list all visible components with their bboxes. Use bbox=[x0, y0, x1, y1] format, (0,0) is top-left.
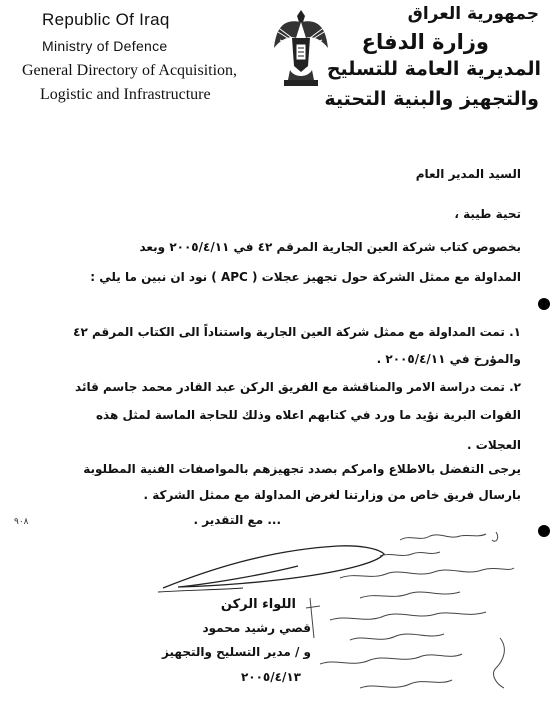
signature-date: ٢٠٠٥/٤/١٣ bbox=[240, 670, 301, 684]
letter-request-line1: يرجى التفضل بالاطلاع وامركم بصدد تجهيزهم بالمواصفات الفنية المطلوبة bbox=[83, 462, 521, 476]
letter-point2-line3: العجلات . bbox=[467, 438, 521, 452]
letter-intro-line1: بخصوص كتاب شركة العين الجارية المرقم ٤٢ في ٢٠٠٥/٤/١١ وبعد bbox=[139, 240, 521, 254]
signature-title: و / مدير التسليح والتجهيز bbox=[162, 645, 311, 659]
letter-point1-line2: والمؤرخ في ٢٠٠٥/٤/١١ . bbox=[376, 352, 521, 366]
header-directorate-ar-line2: والتجهيز والبنية التحتية bbox=[324, 88, 539, 110]
header-directorate-ar-line1: المديرية العامة للتسليح bbox=[326, 58, 541, 80]
header-ministry-en: Ministry of Defence bbox=[42, 38, 168, 54]
header-country-en: Republic Of Iraq bbox=[42, 10, 170, 29]
header-country-ar: جمهورية العراق bbox=[407, 4, 539, 24]
letter-intro-line2: المداولة مع ممثل الشركة حول تجهيز عجلات ( APC ) نود ان نبين ما يلي : bbox=[90, 270, 521, 284]
header-directorate-en-line1: General Directory of Acquisition, bbox=[22, 62, 238, 79]
letter-greeting: تحية طيبة ، bbox=[454, 207, 521, 221]
letter-salutation: السيد المدير العام bbox=[415, 167, 521, 181]
punch-hole-mark bbox=[538, 298, 550, 310]
header-ministry-ar: وزارة الدفاع bbox=[361, 30, 489, 54]
handwritten-annotation bbox=[300, 528, 545, 708]
letter-point2-line2: القوات البرية نؤيد ما ورد في كتابهم اعلاه وذلك للحاجة الماسة لمثل هذه bbox=[95, 408, 521, 422]
margin-number: ٩٠٨ bbox=[14, 516, 29, 526]
letter-request-line2: بارسال فريق خاص من وزارتنا لغرض المداولة مع ممثل الشركة . bbox=[143, 488, 521, 502]
signature-rank: اللواء الركن bbox=[220, 597, 296, 612]
eagle-emblem-icon bbox=[272, 8, 330, 88]
signature-name: قصي رشيد محمود bbox=[202, 621, 311, 635]
letter-closing: ... مع التقدير . bbox=[193, 513, 281, 527]
header-directorate-en-line2: Logistic and Infrastructure bbox=[40, 86, 211, 103]
letter-point2-line1: ٢. تمت دراسة الامر والمناقشة مع الفريق الركن عبد القادر محمد جاسم قائد bbox=[75, 380, 521, 394]
letter-point1-line1: ١. تمت المداولة مع ممثل شركة العين الجارية واستناداً الى الكتاب المرقم ٤٢ bbox=[73, 325, 521, 339]
